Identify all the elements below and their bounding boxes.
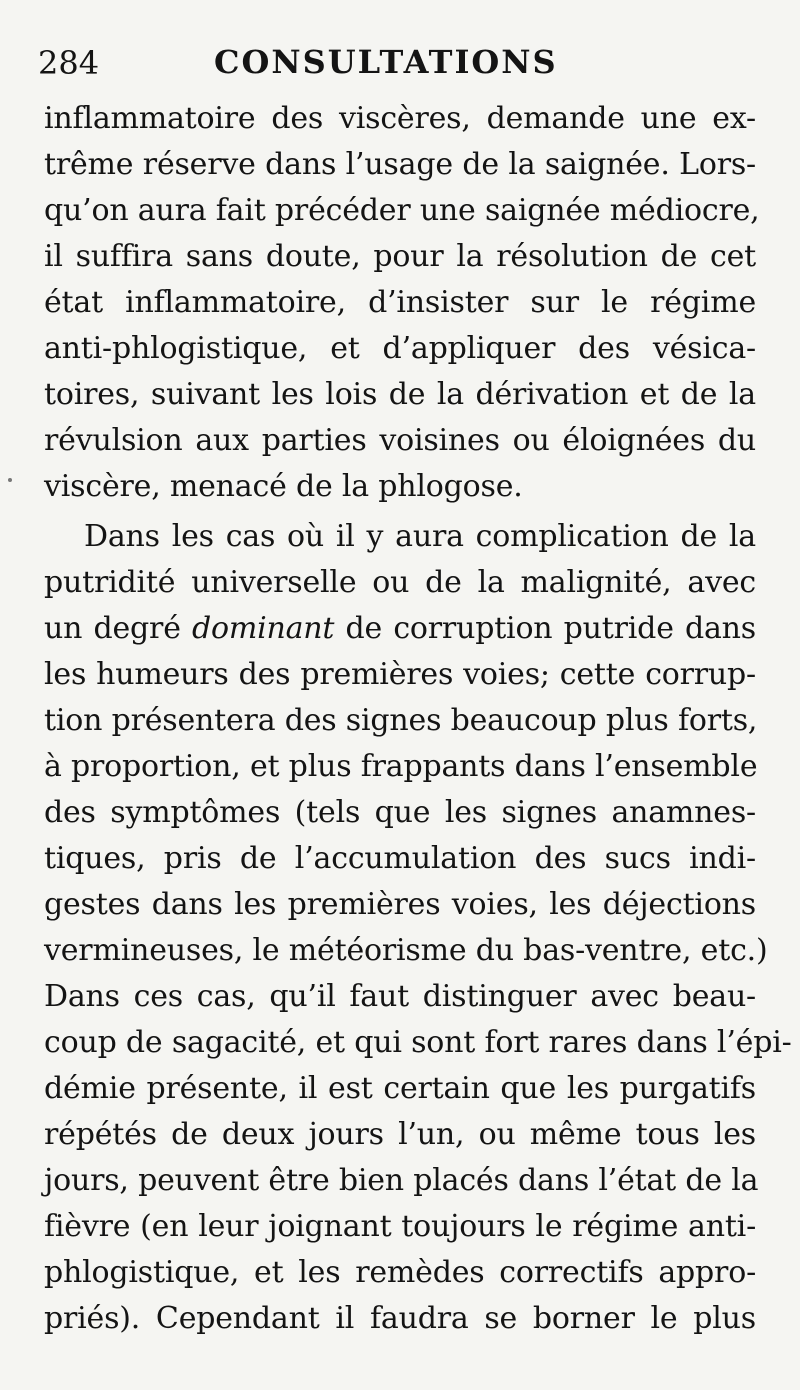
text-line: gestes dans les premières voies, les déjections: [44, 887, 756, 922]
text-segment: un degré: [44, 611, 192, 646]
running-head: CONSULTATIONS: [214, 43, 558, 81]
text-line: à proportion, et plus frappants dans l’ensemble: [44, 749, 758, 784]
paragraph-end-line: viscère, menacé de la phlogose.: [44, 469, 523, 504]
text-line: fièvre (en leur joignant toujours le régime anti-: [44, 1209, 756, 1244]
text-line: inflammatoire des viscères, demande une ex-: [44, 101, 756, 136]
text-line: phlogistique, et les remèdes correctifs appro-: [44, 1255, 756, 1290]
text-line: qu’on aura fait précéder une saignée médiocre,: [44, 193, 760, 228]
text-line: Dans ces cas, qu’il faut distinguer avec beau-: [44, 979, 756, 1014]
text-line: tion présentera des signes beaucoup plus forts,: [44, 703, 758, 738]
text-line: révulsion aux parties voisines ou éloignées du: [44, 423, 756, 458]
text-line: toires, suivant les lois de la dérivation et de la: [44, 377, 756, 412]
text-segment: de corruption putride dans: [334, 611, 756, 646]
text-line: des symptômes (tels que les signes anamnes-: [44, 795, 756, 830]
text-line: coup de sagacité, et qui sont fort rares dans l’épi-: [44, 1025, 792, 1060]
page-number: 284: [38, 44, 100, 82]
text-line-with-italic: [44, 606, 756, 652]
text-line: vermineuses, le météorisme du bas-ventre, etc.): [44, 933, 768, 968]
text-line: trême réserve dans l’usage de la saignée. Lors-: [44, 147, 756, 182]
text-line: il suffira sans doute, pour la résolution de cet: [44, 239, 756, 274]
text-line: putridité universelle ou de la malignité, avec: [44, 565, 756, 600]
text-line: anti-phlogistique, et d’appliquer des vésica-: [44, 331, 756, 366]
italic-word-dominant: dominant: [191, 611, 335, 646]
margin-mark: [8, 478, 12, 482]
text-line: priés). Cependant il faudra se borner le plus: [44, 1301, 756, 1336]
text-line: les humeurs des premières voies; cette corrup-: [44, 657, 756, 692]
page-header: [36, 40, 756, 90]
text-line: état inflammatoire, d’insister sur le régime: [44, 285, 756, 320]
text-line: jours, peuvent être bien placés dans l’état de la: [44, 1163, 759, 1198]
paragraph-start-line: Dans les cas où il y aura complication de la: [84, 519, 756, 554]
text-line: répétés de deux jours l’un, ou même tous les: [44, 1117, 756, 1152]
text-line: démie présente, il est certain que les purgatifs: [44, 1071, 756, 1106]
text-line: tiques, pris de l’accumulation des sucs indi-: [44, 841, 756, 876]
